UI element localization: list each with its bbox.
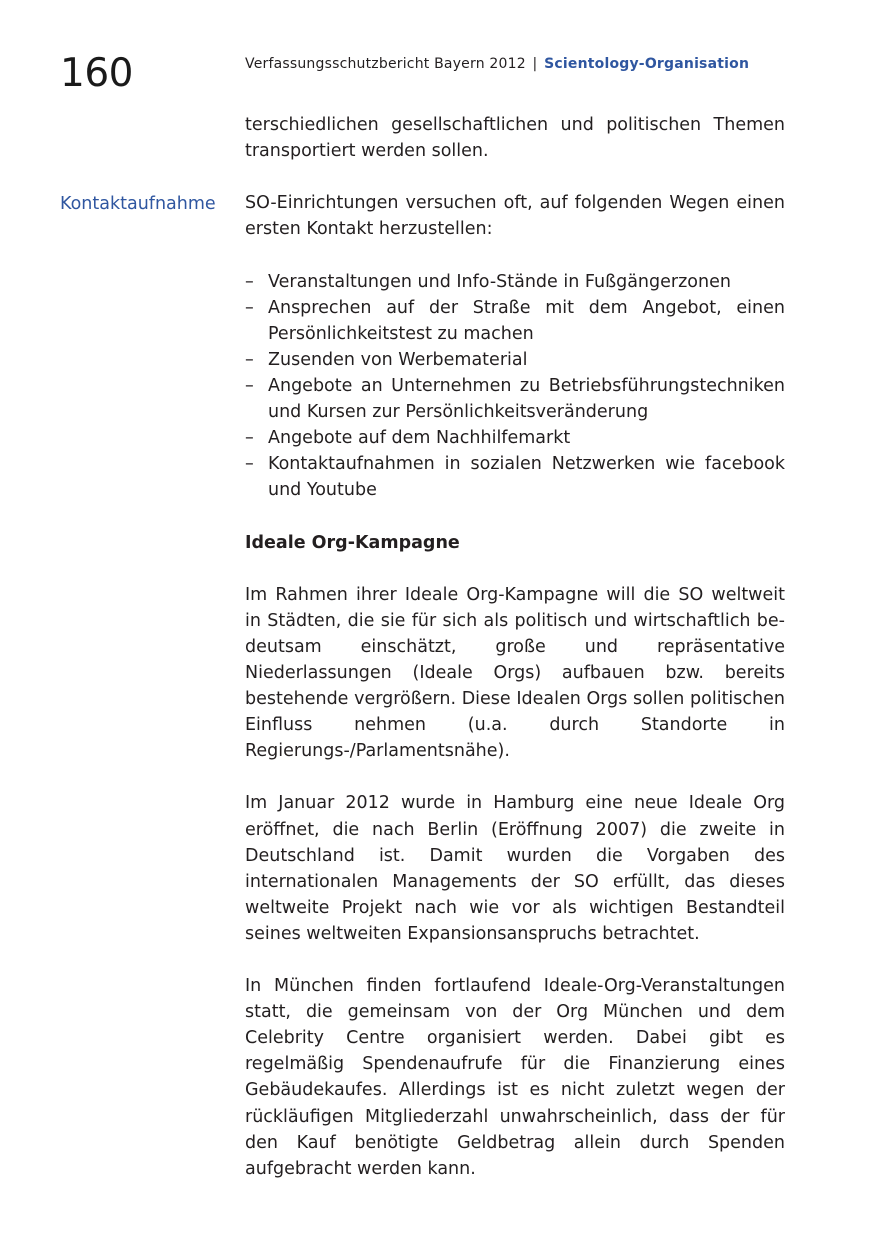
list-item-text: Kontaktaufnahmen in sozialen Netzwerken wie facebook und Youtube [268,454,785,501]
body-column [245,112,785,1182]
list-item-text: Angebote auf dem Nachhilfemarkt [268,428,571,449]
contact-intro-paragraph: SO-Einrichtungen versuchen oft, auf folgenden Wegen einen ersten Kontakt herzustellen: [245,193,785,240]
list-item [245,373,785,425]
contact-methods-list [245,269,785,504]
dash-bullet: – [245,428,254,449]
dash-bullet: – [245,454,254,475]
list-item-text: Zusenden von Werbematerial [268,349,528,370]
subheading-ideale-org-kampagne: Ideale Org-Kampagne [245,532,460,553]
report-title: Verfassungsschutzbericht Bayern 2012 [245,56,526,72]
margin-note-kontaktaufnahme: Kontaktaufnahme [60,194,216,214]
list-item-text: Ansprechen auf der Straße mit dem Angebot, einen Persönlichkeitstest zu machen [268,297,785,344]
paragraph-campaign-goal: Im Rahmen ihrer Ideale Org-Kampagne will die SO weltweit in Städten, die sie für sich als politisch und wirtschaftlich bedeutsam einschätzt, große und repräsentative Niederlassungen (Ideale Orgs) aufbauen bzw. bereits bestehende vergrößern. Diese Idealen Orgs sollen politischen Einfluss nehmen (u.a. durch Standorte in Regierungs-/Parlamentsnähe). [245,584,785,762]
list-item-text: Angebote an Unternehmen zu Betriebsführungstechniken und Kursen zur Persönlichkeitsveränderung [268,375,785,423]
page-number: 160 [60,51,133,96]
list-item [245,295,785,347]
paragraph-munich-events: In München finden fortlaufend Ideale-Org-Veranstaltungen statt, die gemeinsam von der Org München und dem Celebrity Centre organisiert werden. Dabei gibt es regelmäßig Spendenaufrufe für die Finanzierung eines Gebäudekaufes. Allerdings ist es nicht zuletzt wegen der rückläufigen Mitgliederzahl unwahrscheinlich, dass der für den Kauf benötigte Geldbetrag allein durch Spenden aufgebracht werden kann. [245,976,785,1179]
list-item [245,269,785,295]
paragraph-hamburg-opening: Im Januar 2012 wurde in Hamburg eine neue Ideale Org eröffnet, die nach Berlin (Eröffnung 2007) die zweite in Deutschland ist. Damit wurden die Vorgaben des internationalen Managements der SO erfüllt, das dieses weltweite Projekt nach wie vor als wichtigen Bestandteil seines weltweiten Expansionsanspruchs betrachtet. [245,793,785,944]
dash-bullet: – [245,297,254,318]
header-separator: | [532,56,538,72]
list-item-text: Veranstaltungen und Info-Stände in Fußgängerzonen [268,271,731,292]
continuation-paragraph: terschiedlichen gesellschaftlichen und politischen Themen transportiert werden sollen. [245,115,785,162]
list-item [245,425,785,451]
running-header [245,55,749,73]
list-item [245,347,785,373]
dash-bullet: – [245,271,254,292]
dash-bullet: – [245,375,254,396]
dash-bullet: – [245,349,254,370]
section-title: Scientology-Organisation [544,56,750,72]
list-item [245,451,785,503]
